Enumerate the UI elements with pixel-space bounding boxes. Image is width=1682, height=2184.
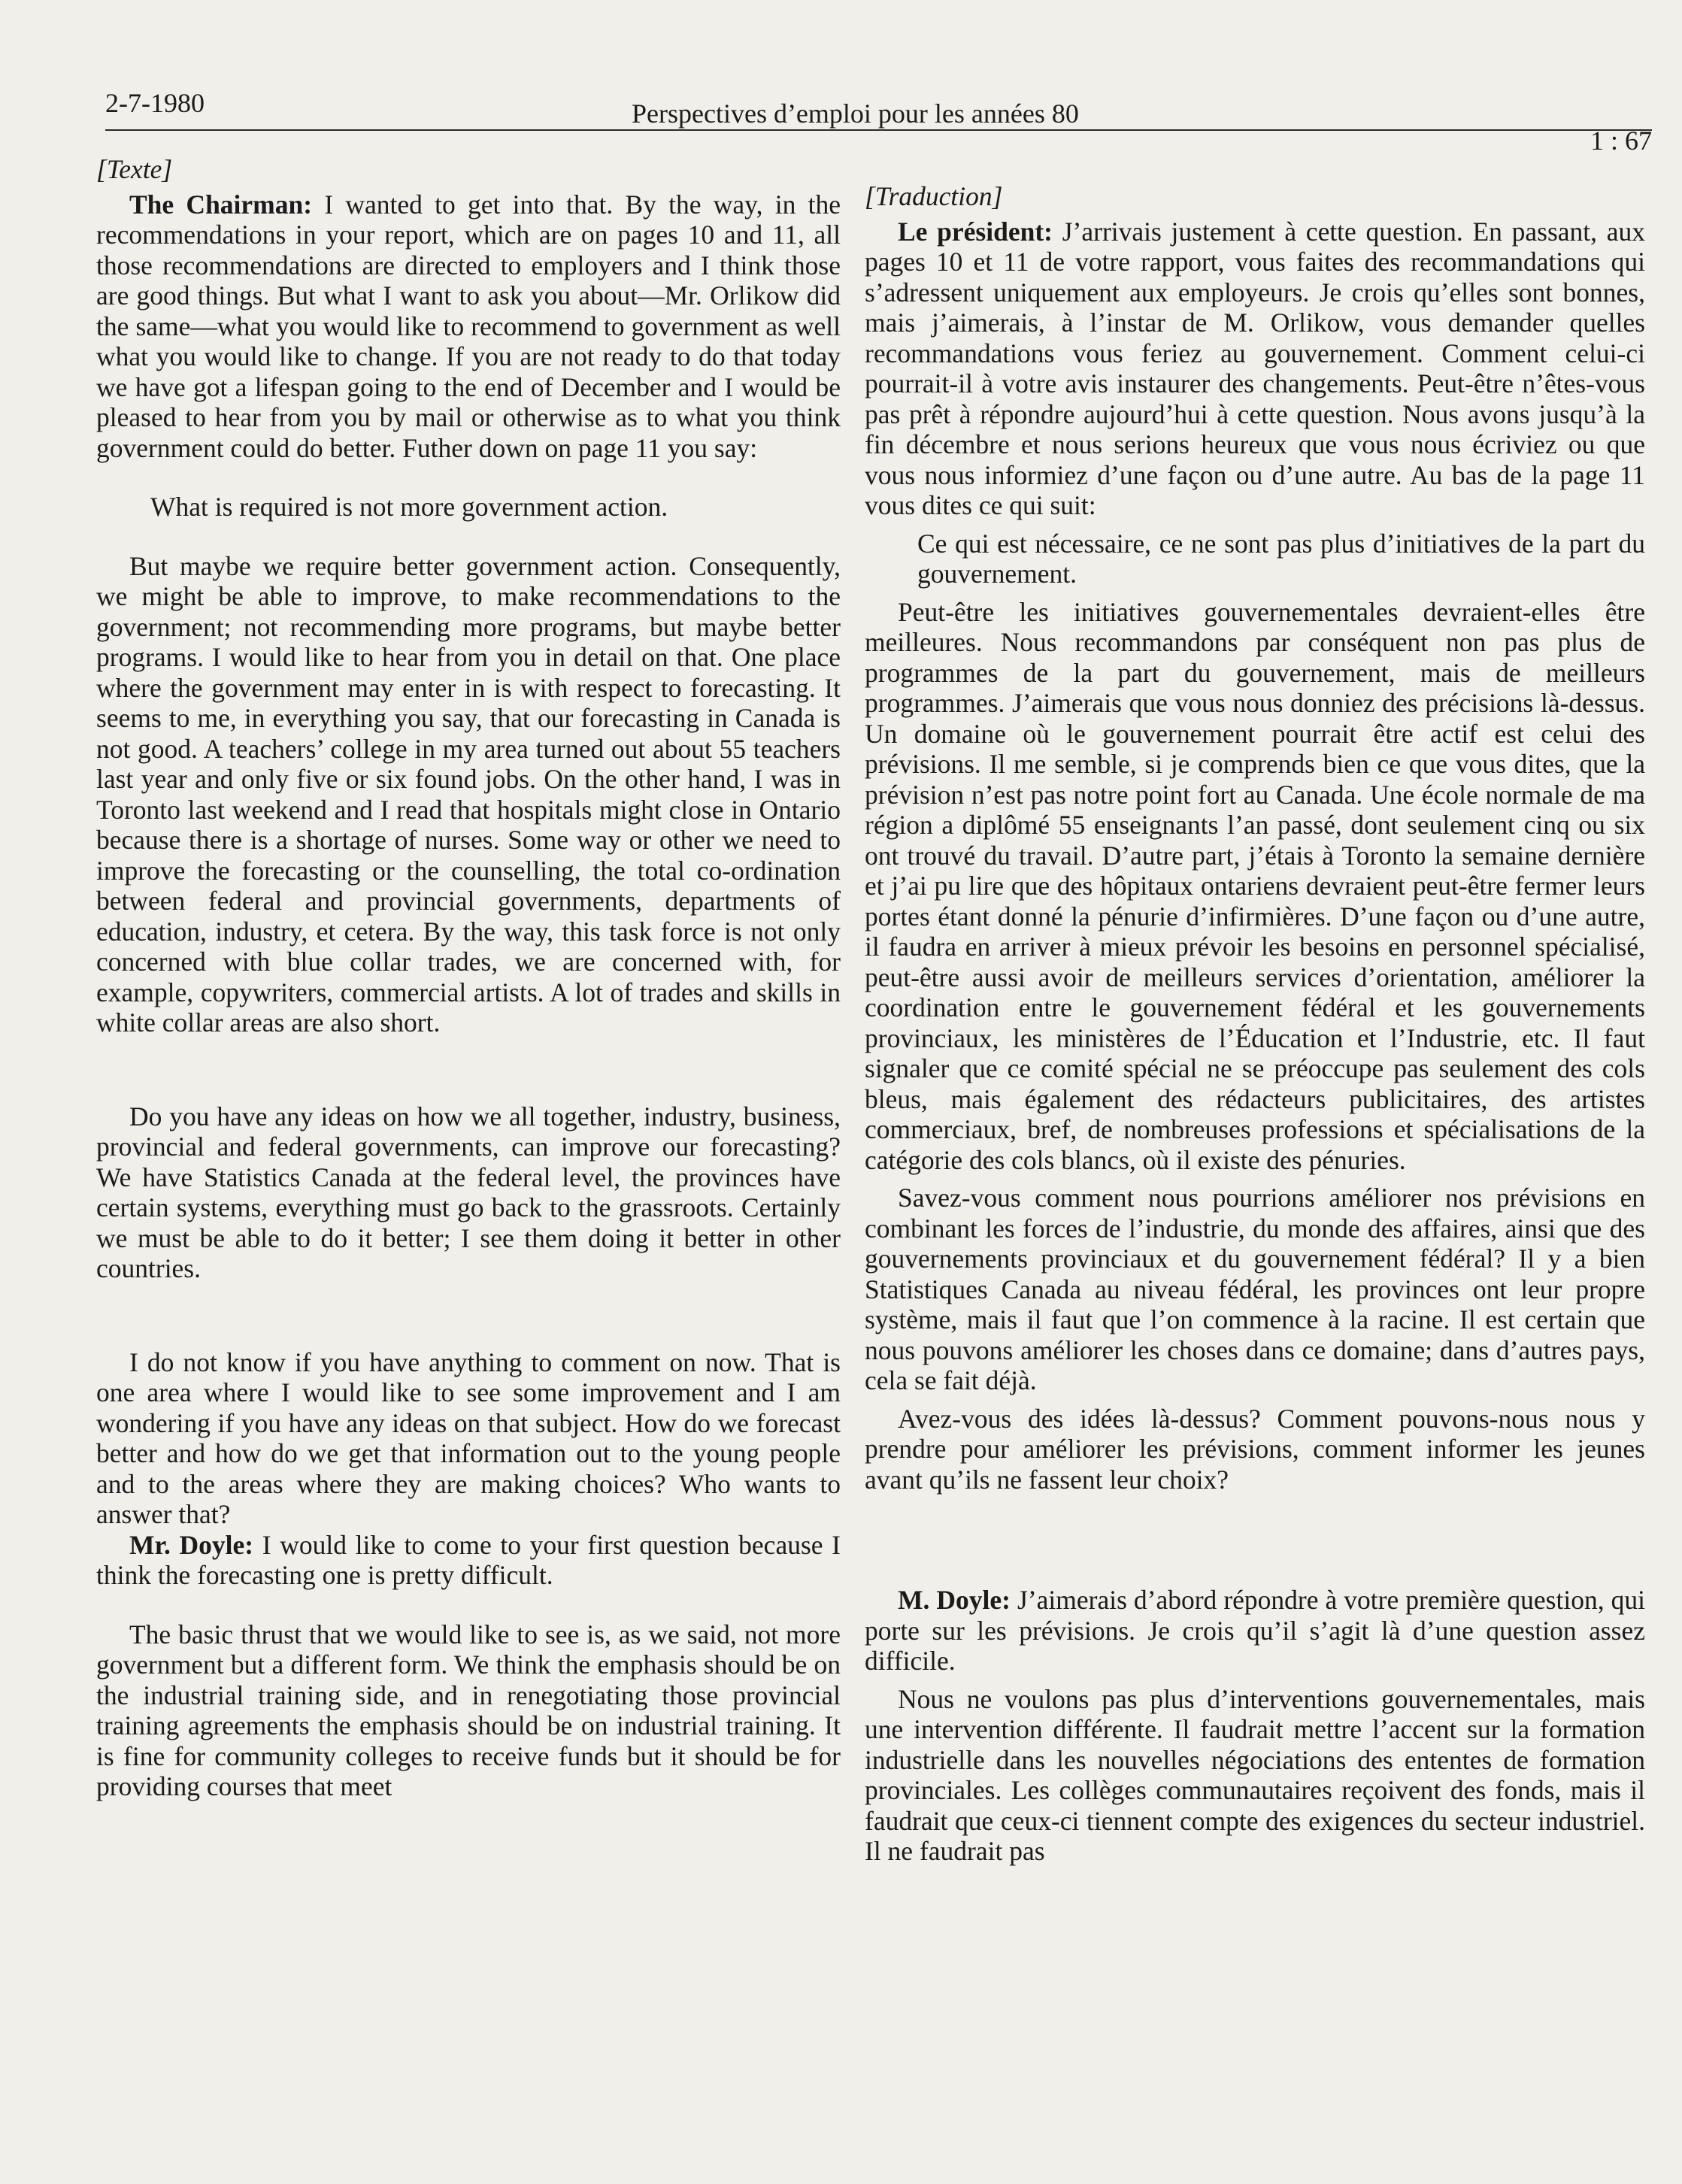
block-quote: Ce qui est nécessaire, ce ne sont pas plus d’initiatives de la part du gouvernement. bbox=[917, 528, 1645, 589]
paragraph-chairman bbox=[96, 189, 841, 464]
language-label: [Texte] bbox=[96, 154, 173, 184]
french-column bbox=[865, 154, 1645, 1867]
paragraph: But maybe we require better government action. Consequently, we might be able to improve, to make recommendations to the government; not recommending more programs, but maybe better programs. I would like to hear from you in detail on that. One place where the government may enter in is with respect to forecasting. It seems to me, in everything you say, that our forecasting in Canada is not good. A teachers’ college in my area turned out about 55 teachers last year and only five or six found jobs. On the other hand, I was in Toronto last weekend and I read that hospitals might close in Ontario because there is a shortage of nurses. Some way or other we need to improve the forecasting or the counselling, the total co-ordination between federal and provincial governments, departments of education, industry, et cetera. By the way, this task force is not only concerned with blue collar trades, we are concerned with, for example, copywriters, commercial artists. A lot of trades and skills in white collar areas are also short. bbox=[96, 550, 841, 1037]
paragraph-text: J’aimerais d’abord répondre à votre première question, qui porte sur les prévisions. Je crois qu’il s’agit là d’une question assez difficile. bbox=[865, 1585, 1645, 1676]
speaker-name: M. Doyle: bbox=[898, 1585, 1011, 1615]
paragraph-doyle bbox=[865, 1585, 1645, 1677]
language-label: [Traduction] bbox=[865, 181, 1003, 211]
paragraph: I do not know if you have anything to comment on now. That is one area where I would like to see some improvement and I am wondering if you have any ideas on that subject. How do we forecast better and how do we get that information out to the young people and to the areas where they are making choices? Who wants to answer that? bbox=[96, 1346, 841, 1529]
header-title: Perspectives d’emploi pour les années 80 bbox=[632, 98, 1079, 129]
header-date: 2-7-1980 bbox=[105, 88, 205, 118]
paragraph-doyle bbox=[96, 1530, 841, 1591]
english-column bbox=[96, 154, 841, 1802]
paragraph: The basic thrust that we would like to see is, as we said, not more government but a different form. We think the emphasis should be on the industrial training side, and in renegotiating those provincial training agreements the emphasis should be on industrial training. It is fine for community colleges to receive funds but it should be for providing courses that meet bbox=[96, 1619, 841, 1801]
block-quote: What is required is not more government action. bbox=[150, 492, 668, 522]
paragraph: Avez-vous des idées là-dessus? Comment pouvons-nous nous y prendre pour améliorer les prévisions, comment informer les jeunes avant qu’ils ne fassent leur choix? bbox=[865, 1403, 1645, 1495]
page-header bbox=[105, 81, 1652, 156]
paragraph: Do you have any ideas on how we all together, industry, business, provincial and federal governments, can improve our forecasting? We have Statistics Canada at the federal level, the provinces have certain systems, everything must go back to the grassroots. Certainly we must be able to do it better; I see them doing it better in other countries. bbox=[96, 1101, 841, 1283]
paragraph-text: I wanted to get into that. By the way, in the recommendations in your report, which are on pages 10 and 11, all those recommendations are directed to employers and I think those are good things. But what I want to ask you about—Mr. Orlikow did the same—what you would like to recommend to government as well what you would like to change. If you are not ready to do that today we have got a lifespan going to the end of December and I would be pleased to hear from you by mail or otherwise as to what you think government could do better. Futher down on page 11 you say: bbox=[96, 189, 841, 463]
header-rule bbox=[105, 129, 1652, 131]
paragraph-president bbox=[865, 217, 1645, 521]
page-number: 1 : 67 bbox=[1590, 126, 1652, 156]
speaker-name: Mr. Doyle: bbox=[129, 1529, 254, 1560]
paragraph: Nous ne voulons pas plus d’interventions gouvernementales, mais une intervention différente. Il faudrait mettre l’accent sur la formation industrielle dans les nouvelles négociations des ententes de formation provinciales. Les collèges communautaires reçoivent des fonds, mais il faudrait que ceux-ci tiennent compte des exigences du secteur industriel. Il ne faudrait pas bbox=[865, 1683, 1645, 1866]
paragraph: Peut-être les initiatives gouvernementales devraient-elles être meilleures. Nous recommandons par conséquent non pas plus de programmes de la part du gouvernement, mais de meilleurs programmes. J’aimerais que vous nous donniez des précisions là-dessus. Un domaine où le gouvernement pourrait être actif est celui des prévisions. Il me semble, si je comprends bien ce que vous dites, que la prévision n’est pas notre point fort au Canada. Une école normale de ma région a diplômé 55 enseignants l’an passé, dont seulement cinq ou six ont trouvé du travail. D’autre part, j’étais à Toronto la semaine dernière et j’ai pu lire que des hôpitaux ontariens devraient peut-être fermer leurs portes étant donné la pénurie d’infirmières. D’une façon ou d’une autre, il faudra en arriver à mieux prévoir les besoins en personnel spécialisé, peut-être aussi avoir de meilleurs services d’orientation, améliorer la coordination entre le gouvernement fédéral et les gouvernements provinciaux, les ministères de l’Éducation et l’Industrie, etc. Il faut signaler que ce comité spécial ne se préoccupe pas seulement des cols bleus, mais également des rédacteurs publicitaires, des artistes commerciaux, bref, de nombreuses professions et spécialisations de la catégorie des cols blancs, où il existe des pénuries. bbox=[865, 596, 1645, 1175]
paragraph-text: J’arrivais justement à cette question. En passant, aux pages 10 et 11 de votre rapport, vous faites des recommandations qui s’adressent uniquement aux employeurs. Je crois qu’elles sont bonnes, mais j’aimerais, à l’instar de M. Orlikow, vous demander quelles recommandations vous feriez au gouvernement. Comment celui-ci pourrait-il à votre avis instaurer des changements. Peut-être n’êtes-vous pas prêt à répondre aujourd’hui à cette question. Nous avons jusqu’à la fin décembre et nous serions heureux que vous nous écriviez ou que vous nous informiez d’une façon ou d’une autre. Au bas de la page 11 vous dites ce qui suit: bbox=[865, 216, 1645, 520]
speaker-name: The Chairman: bbox=[129, 189, 313, 220]
paragraph-text: I would like to come to your first question because I think the forecasting one is pretty difficult. bbox=[96, 1529, 841, 1590]
speaker-name: Le président: bbox=[898, 216, 1053, 247]
paragraph: Savez-vous comment nous pourrions améliorer nos prévisions en combinant les forces de l’industrie, du monde des affaires, ainsi que des gouvernements provinciaux et du gouvernement fédéral? Il y a bien Statistiques Canada au niveau fédéral, les provinces ont leur propre système, mais il faut que l’on commence à la racine. Il est certain que nous pouvons améliorer les choses dans ce domaine; dans d’autres pays, cela se fait déjà. bbox=[865, 1183, 1645, 1395]
